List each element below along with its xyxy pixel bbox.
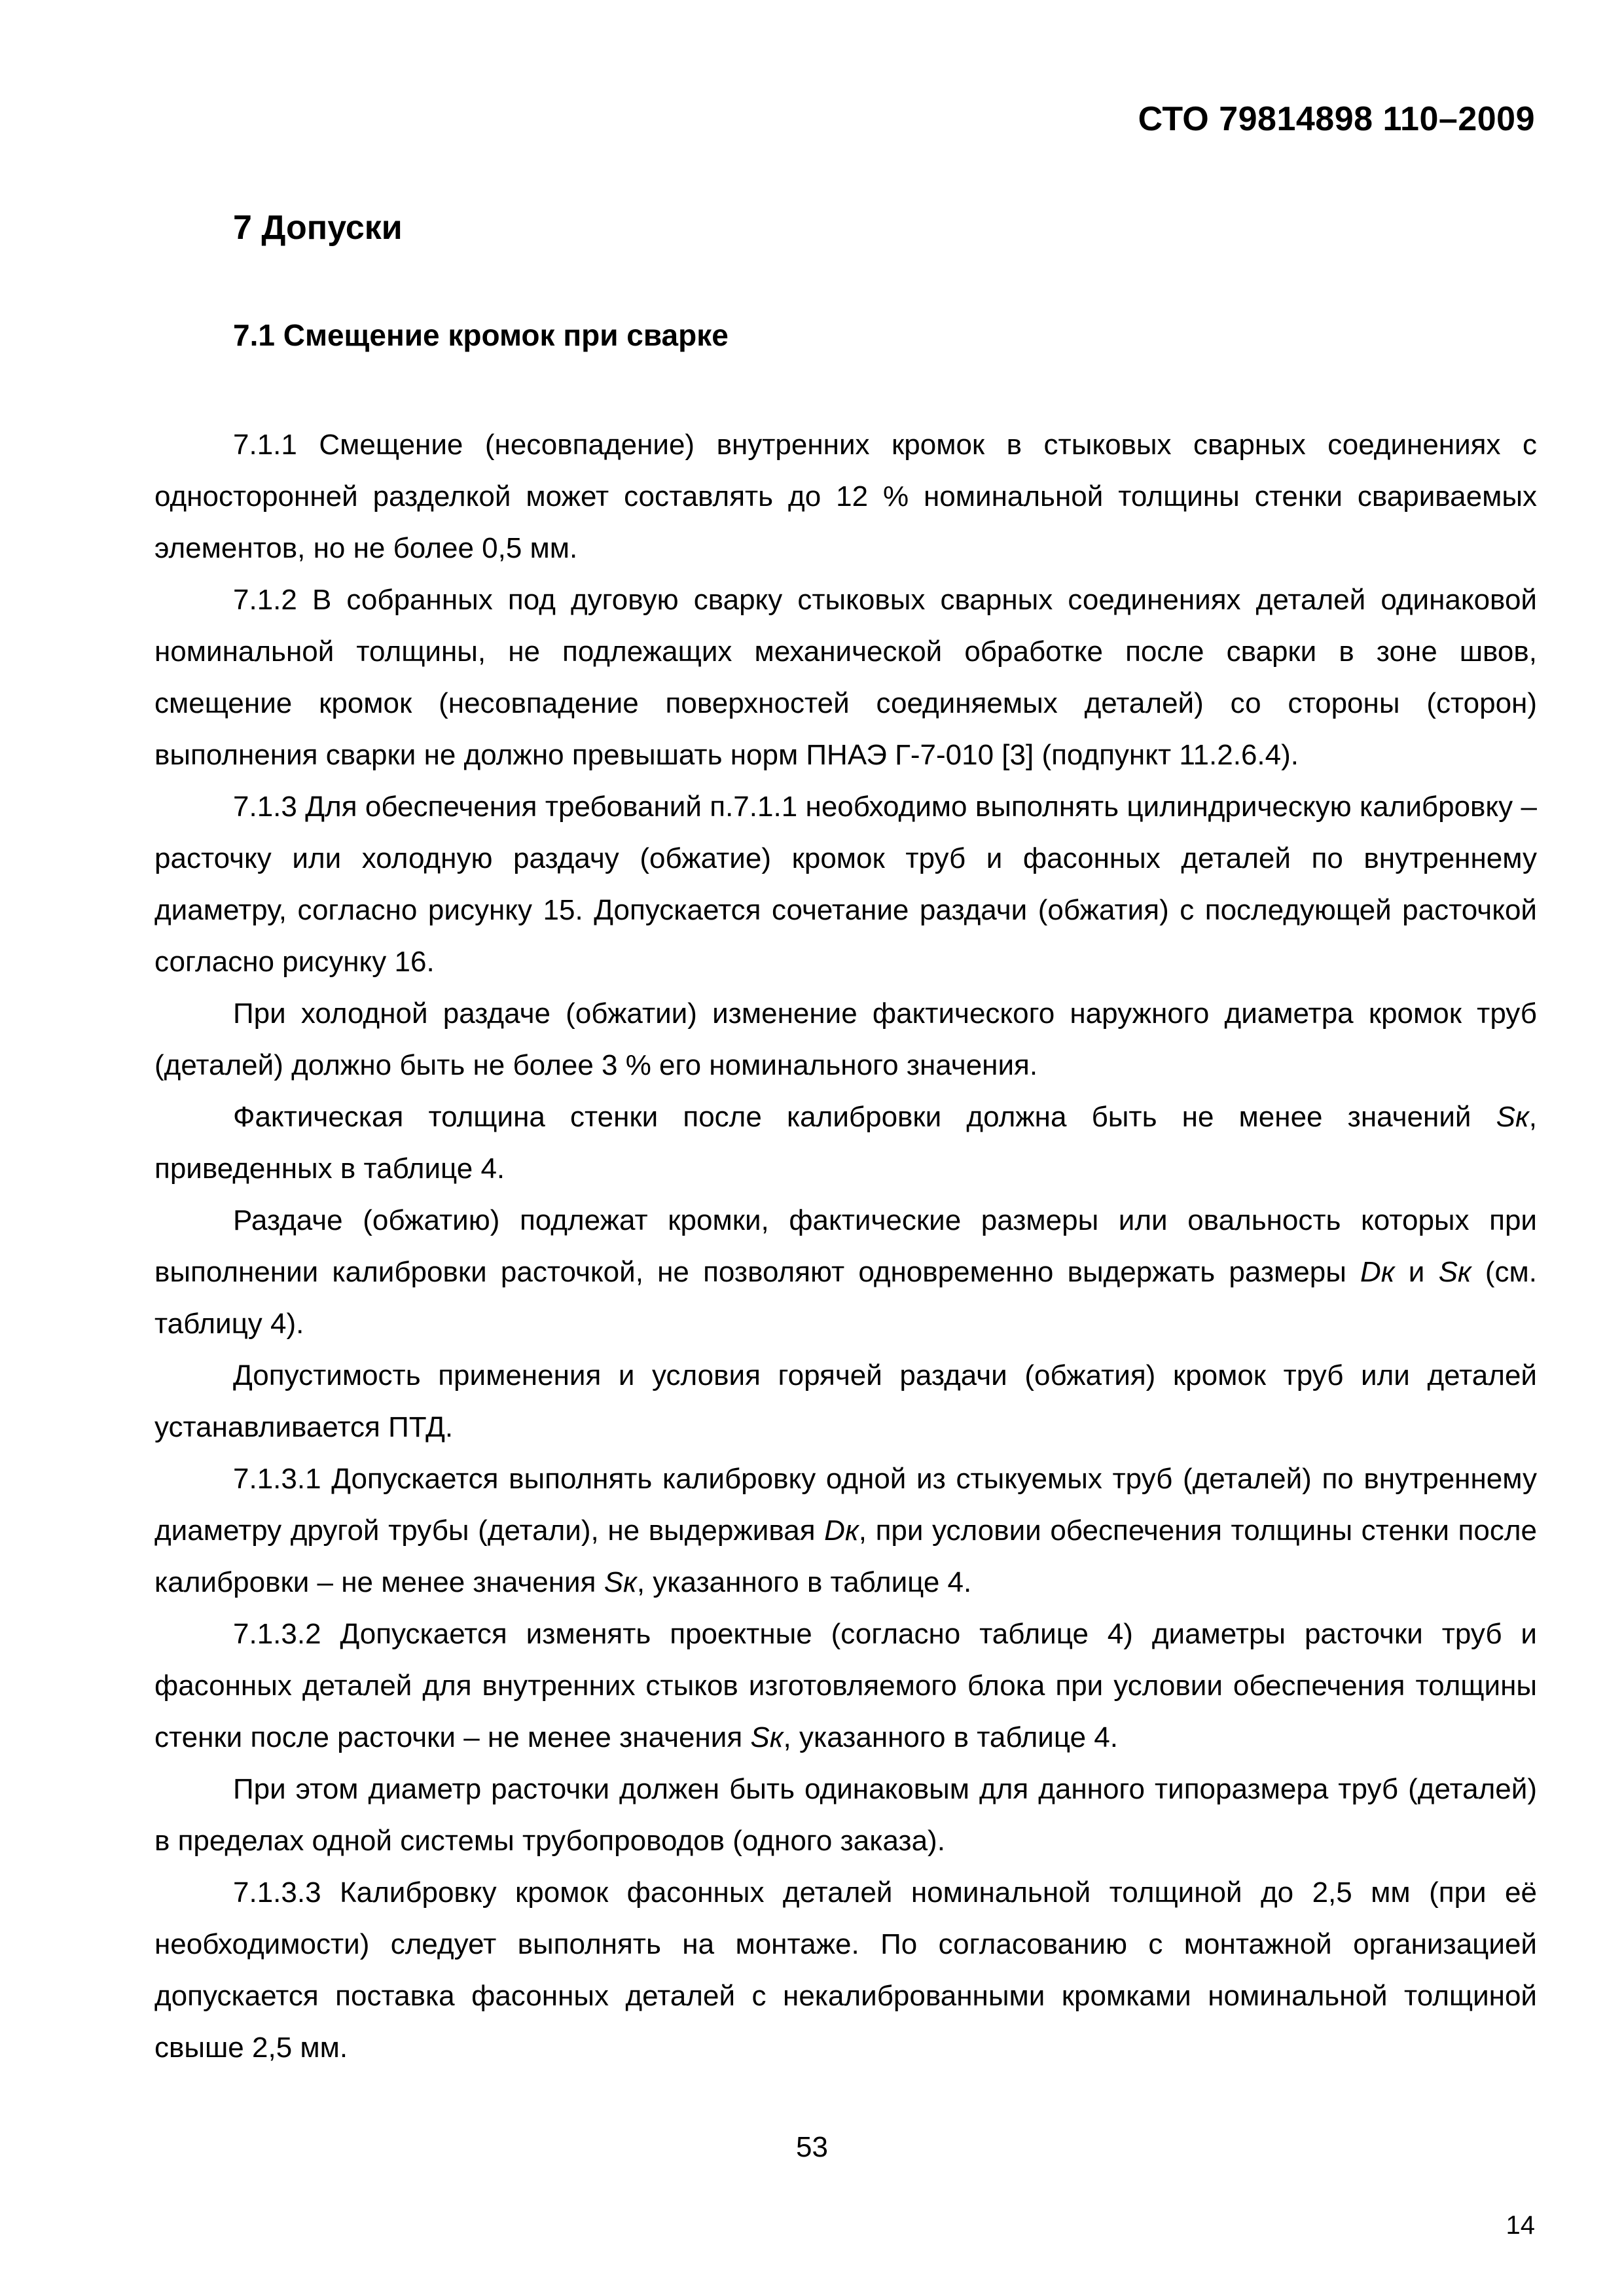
- paragraph-7-1-2: 7.1.2 В собранных под дуговую сварку стыковых сварных соединениях деталей одинаковой номинальной толщины, не подлежащих механической обработке после сварки в зоне швов, смещение кромок (несовпадение поверхностей соединяемых деталей) со стороны (сторон) выполнения сварки не должно превышать норм ПНАЭ Г-7-010 [3] (подпункт 11.2.6.4).: [154, 584, 1537, 771]
- section-title: 7 Допуски: [233, 209, 403, 247]
- paragraph-7-1-1: 7.1.1 Смещение (несовпадение) внутренних кромок в стыковых сварных соединениях с односторонней разделкой может составлять до 12 % номинальной толщины стенки свариваемых элементов, но не более 0,5 мм.: [154, 429, 1537, 564]
- body-text: [154, 419, 1537, 2073]
- paragraph-cold-expansion: При холодной раздаче (обжатии) изменение фактического наружного диаметра кромок труб (деталей) должно быть не более 3 % его номинального значения.: [154, 997, 1537, 1081]
- page-number: 53: [796, 2131, 828, 2163]
- paragraph-7-1-3: 7.1.3 Для обеспечения требований п.7.1.1 необходимо выполнять цилиндрическую калибровку – расточку или холодную раздачу (обжатие) кромок труб и фасонных деталей по внутреннему диаметру, согласно рисунку 15. Допускается сочетание раздачи (обжатия) с последующей расточкой согласно рисунку 16.: [154, 791, 1537, 978]
- paragraph-hot-expansion: Допустимость применения и условия горячей раздачи (обжатия) кромок труб или деталей устанавливается ПТД.: [154, 1359, 1537, 1443]
- variable-dk: Dк: [824, 1515, 859, 1547]
- paragraph-7-1-3-1: 7.1.3.1 Допускается выполнять калибровку одной из стыкуемых труб (деталей) по внутреннему диаметру другой трубы (детали), не выдерживая Dк, при условии обеспечения толщины стенки после калибровки – не менее значения Sк, указанного в таблице 4.: [154, 1463, 1537, 1598]
- variable-dk: Dк: [1360, 1256, 1395, 1288]
- variable-sk: Sк: [1438, 1256, 1471, 1288]
- sheet-number: 14: [1506, 2211, 1535, 2240]
- paragraph-wall-thickness: Фактическая толщина стенки после калибровки должна быть не менее значений Sк, приведенных в таблице 4.: [154, 1101, 1537, 1185]
- variable-sk: Sк: [750, 1721, 784, 1753]
- variable-sk: Sк: [604, 1566, 637, 1598]
- variable-sk: Sк: [1496, 1101, 1529, 1133]
- paragraph-7-1-3-3: 7.1.3.3 Калибровку кромок фасонных деталей номинальной толщиной до 2,5 мм (при её необходимости) следует выполнять на монтаже. По согласованию с монтажной организацией допускается поставка фасонных деталей с некалиброванными кромками номинальной толщиной свыше 2,5 мм.: [154, 1876, 1537, 2064]
- paragraph-7-1-3-2: 7.1.3.2 Допускается изменять проектные (согласно таблице 4) диаметры расточки труб и фасонных деталей для внутренних стыков изготовляемого блока при условии обеспечения толщины стенки после расточки – не менее значения Sк, указанного в таблице 4.: [154, 1618, 1537, 1753]
- paragraph-boring-diameter: При этом диаметр расточки должен быть одинаковым для данного типоразмера труб (деталей) в пределах одной системы трубопроводов (одного заказа).: [154, 1773, 1537, 1857]
- paragraph-expansion-edges: Раздаче (обжатию) подлежат кромки, фактические размеры или овальность которых при выполнении калибровки расточкой, не позволяют одновременно выдержать размеры Dк и Sк (см. таблицу 4).: [154, 1204, 1538, 1340]
- subsection-title: 7.1 Смещение кромок при сварке: [233, 318, 729, 352]
- document-code: СТО 79814898 110–2009: [1138, 100, 1535, 138]
